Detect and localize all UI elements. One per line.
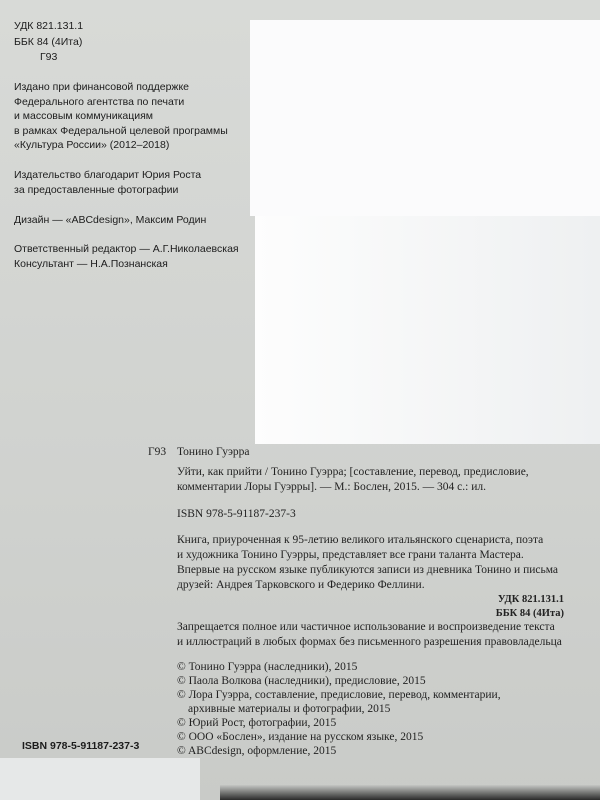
paper-overlay bbox=[0, 758, 200, 800]
thanks-line: Издательство благодарит Юрия Роста bbox=[14, 169, 202, 181]
rights-line: Запрещается полное или частичное использование и воспроизведение текста bbox=[177, 621, 555, 633]
copyright-line: © Паола Волкова (наследники), предисловие, 2015 bbox=[177, 675, 426, 687]
support-line: Федерального агентства по печати bbox=[14, 96, 185, 108]
bibliographic-line: Уйти, как прийти / Тонино Гуэрра; [составление, перевод, предисловие, bbox=[177, 466, 529, 478]
udk-code: УДК 821.131.1 bbox=[14, 20, 84, 32]
thanks-line: за предоставленные фотографии bbox=[14, 184, 179, 196]
copyright-line: архивные материалы и фотографии, 2015 bbox=[188, 703, 391, 715]
annotation-line: друзей: Андрея Тарковского и Федерико Феллини. bbox=[177, 579, 425, 591]
author-mark: Г93 bbox=[40, 51, 58, 63]
annotation-line: Книга, приуроченная к 95-летию великого итальянского сценариста, поэта bbox=[177, 534, 544, 546]
isbn-right: ISBN 978-5-91187-237-3 bbox=[177, 508, 296, 520]
support-line: в рамках Федеральной целевой программы bbox=[14, 125, 228, 137]
author-mark-right: Г93 bbox=[148, 446, 167, 458]
page-edge-shadow bbox=[220, 785, 600, 800]
paper-overlay bbox=[250, 20, 600, 216]
design-credit: Дизайн — «ABCdesign», Максим Родин bbox=[14, 214, 207, 226]
annotation-line: и художника Тонино Гуэрры, представляет все грани таланта Мастера. bbox=[177, 549, 524, 561]
copyright-line: © Лора Гуэрра, составление, предисловие, перевод, комментарии, bbox=[177, 689, 501, 701]
copyright-line: © Тонино Гуэрра (наследники), 2015 bbox=[177, 661, 358, 673]
consultant-credit: Консультант — Н.А.Познанская bbox=[14, 258, 168, 270]
annotation-line: Впервые на русском языке публикуются записи из дневника Тонино и письма bbox=[177, 564, 559, 576]
author-name: Тонино Гуэрра bbox=[177, 446, 250, 458]
editor-credit: Ответственный редактор — А.Г.Николаевская bbox=[14, 243, 239, 255]
paper-overlay bbox=[255, 216, 600, 444]
copyright-line: © ООО «Бослен», издание на русском языке, 2015 bbox=[177, 731, 424, 743]
bbk-code: ББК 84 (4Ита) bbox=[14, 36, 83, 48]
bibliographic-line: комментарии Лоры Гуэрры]. — М.: Бослен, 2015. — 304 с.: ил. bbox=[177, 481, 486, 493]
isbn-left: ISBN 978-5-91187-237-3 bbox=[22, 740, 140, 752]
bbk-right: ББК 84 (4Ита) bbox=[495, 608, 564, 619]
support-line: «Культура России» (2012–2018) bbox=[14, 139, 170, 151]
udk-right: УДК 821.131.1 bbox=[497, 594, 564, 605]
rights-line: и иллюстраций в любых формах без письменного разрешения правовладельца bbox=[177, 636, 562, 648]
copyright-line: © Юрий Рост, фотографии, 2015 bbox=[177, 717, 337, 729]
copyright-line: © ABCdesign, оформление, 2015 bbox=[177, 745, 337, 757]
support-line: и массовым коммуникациям bbox=[14, 110, 154, 122]
support-line: Издано при финансовой поддержке bbox=[14, 81, 189, 93]
